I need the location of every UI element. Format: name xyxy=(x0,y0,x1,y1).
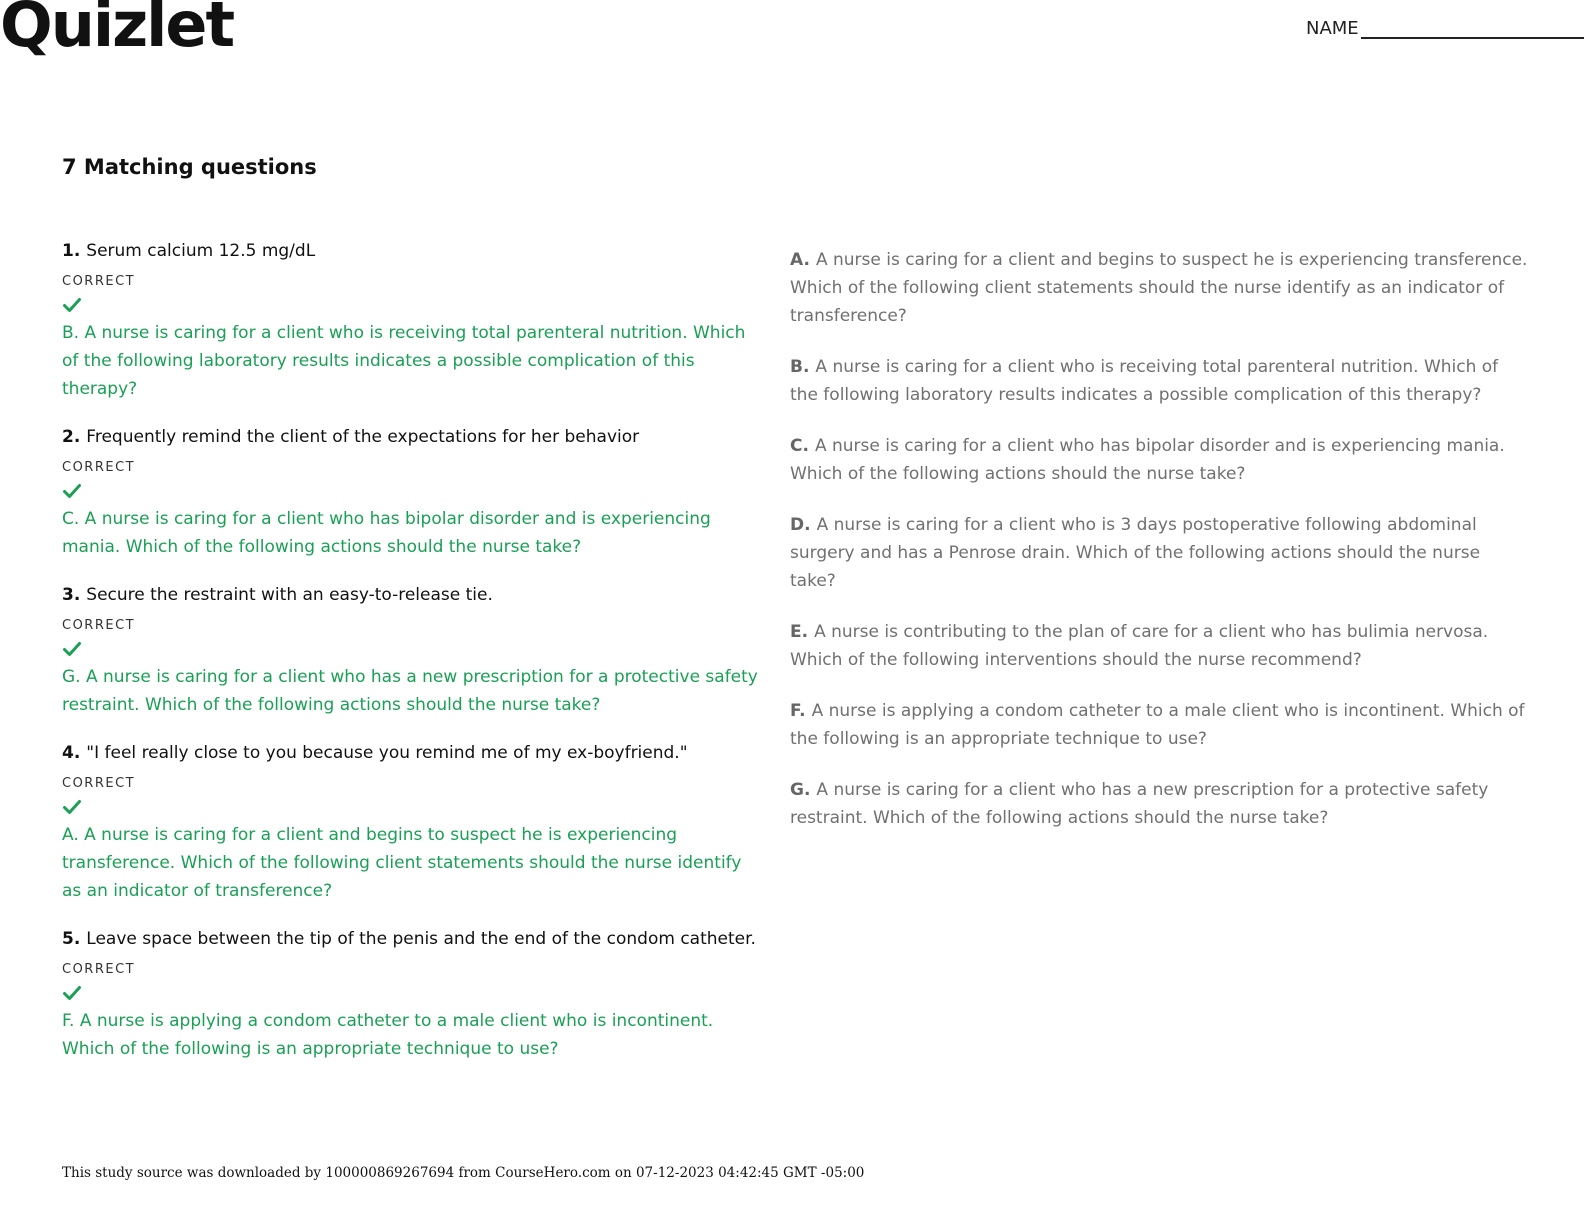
question-answer: A. A nurse is caring for a client and begins to suspect he is experiencing transference. Which of the following client statements should the nurse identify as an indicator of transference? xyxy=(62,825,742,901)
name-field xyxy=(1306,18,1584,39)
question-answer: B. A nurse is caring for a client who is receiving total parenteral nutrition. Which of the following laboratory results indicates a possible complication of this therapy? xyxy=(62,323,746,399)
check-icon xyxy=(63,641,81,657)
option-text: A nurse is caring for a client and begins to suspect he is experiencing transference. Which of the following client statements should the nurse identify as an indicator of transference? xyxy=(790,250,1528,326)
option-text: A nurse is caring for a client who is receiving total parenteral nutrition. Which of the following laboratory results indicates a possible complication of this therapy? xyxy=(790,357,1499,405)
question-answer: C. A nurse is caring for a client who has bipolar disorder and is experiencing mania. Which of the following actions should the nurse take? xyxy=(62,509,711,557)
answer-option xyxy=(790,432,1530,488)
option-letter: G. xyxy=(790,780,811,800)
question-item xyxy=(62,584,762,719)
question-text: Leave space between the tip of the penis and the end of the condom catheter. xyxy=(86,929,756,949)
option-letter: D. xyxy=(790,515,811,535)
question-number: 5. xyxy=(62,929,81,949)
name-label: NAME xyxy=(1306,18,1359,39)
option-text: A nurse is caring for a client who has a new prescription for a protective safety restraint. Which of the following actions should the nurse take? xyxy=(790,780,1489,828)
questions-list xyxy=(62,240,762,1086)
name-blank-line xyxy=(1361,19,1584,39)
question-status: CORRECT xyxy=(62,776,136,791)
question-item xyxy=(62,426,762,561)
option-letter: E. xyxy=(790,622,809,642)
quizlet-logo: Quizlet xyxy=(0,0,234,61)
question-status: CORRECT xyxy=(62,962,136,977)
question-answer: G. A nurse is caring for a client who has a new prescription for a protective safety restraint. Which of the following actions should the nurse take? xyxy=(62,667,758,715)
question-status: CORRECT xyxy=(62,274,136,289)
question-number: 2. xyxy=(62,427,81,447)
option-letter: A. xyxy=(790,250,810,270)
answer-option xyxy=(790,353,1530,409)
check-icon xyxy=(63,799,81,815)
answer-option xyxy=(790,776,1530,832)
answer-option xyxy=(790,511,1530,595)
answer-option xyxy=(790,697,1530,753)
option-text: A nurse is caring for a client who is 3 days postoperative following abdominal surgery and has a Penrose drain. Which of the following actions should the nurse take? xyxy=(790,515,1481,591)
option-letter: F. xyxy=(790,701,806,721)
answer-option xyxy=(790,618,1530,674)
question-item xyxy=(62,240,762,403)
question-prompt xyxy=(62,742,762,764)
question-answer: F. A nurse is applying a condom catheter to a male client who is incontinent. Which of the following is an appropriate technique to use? xyxy=(62,1011,714,1059)
question-prompt xyxy=(62,928,762,950)
section-title: 7 Matching questions xyxy=(62,155,317,179)
question-prompt xyxy=(62,240,762,262)
download-footer: This study source was downloaded by 100000869267694 from CourseHero.com on 07-12-2023 04:42:45 GMT -05:00 xyxy=(62,1165,868,1181)
answer-option xyxy=(790,246,1530,330)
question-text: "I feel really close to you because you remind me of my ex-boyfriend." xyxy=(86,743,688,763)
check-icon xyxy=(63,297,81,313)
answer-options-list xyxy=(790,246,1530,855)
option-text: A nurse is contributing to the plan of care for a client who has bulimia nervosa. Which of the following interventions should the nurse recommend? xyxy=(790,622,1489,670)
question-number: 4. xyxy=(62,743,81,763)
question-prompt xyxy=(62,584,762,606)
option-letter: C. xyxy=(790,436,809,456)
option-text: A nurse is applying a condom catheter to a male client who is incontinent. Which of the following is an appropriate technique to use? xyxy=(790,701,1525,749)
check-icon xyxy=(63,985,81,1001)
check-icon xyxy=(63,483,81,499)
question-item xyxy=(62,928,762,1063)
option-text: A nurse is caring for a client who has bipolar disorder and is experiencing mania. Which of the following actions should the nurse take? xyxy=(790,436,1505,484)
question-status: CORRECT xyxy=(62,460,136,475)
option-letter: B. xyxy=(790,357,810,377)
question-number: 1. xyxy=(62,241,81,261)
question-item xyxy=(62,742,762,905)
question-text: Frequently remind the client of the expectations for her behavior xyxy=(86,427,640,447)
question-number: 3. xyxy=(62,585,81,605)
question-status: CORRECT xyxy=(62,618,136,633)
question-text: Secure the restraint with an easy-to-release tie. xyxy=(86,585,493,605)
question-prompt xyxy=(62,426,762,448)
question-text: Serum calcium 12.5 mg/dL xyxy=(86,241,316,261)
